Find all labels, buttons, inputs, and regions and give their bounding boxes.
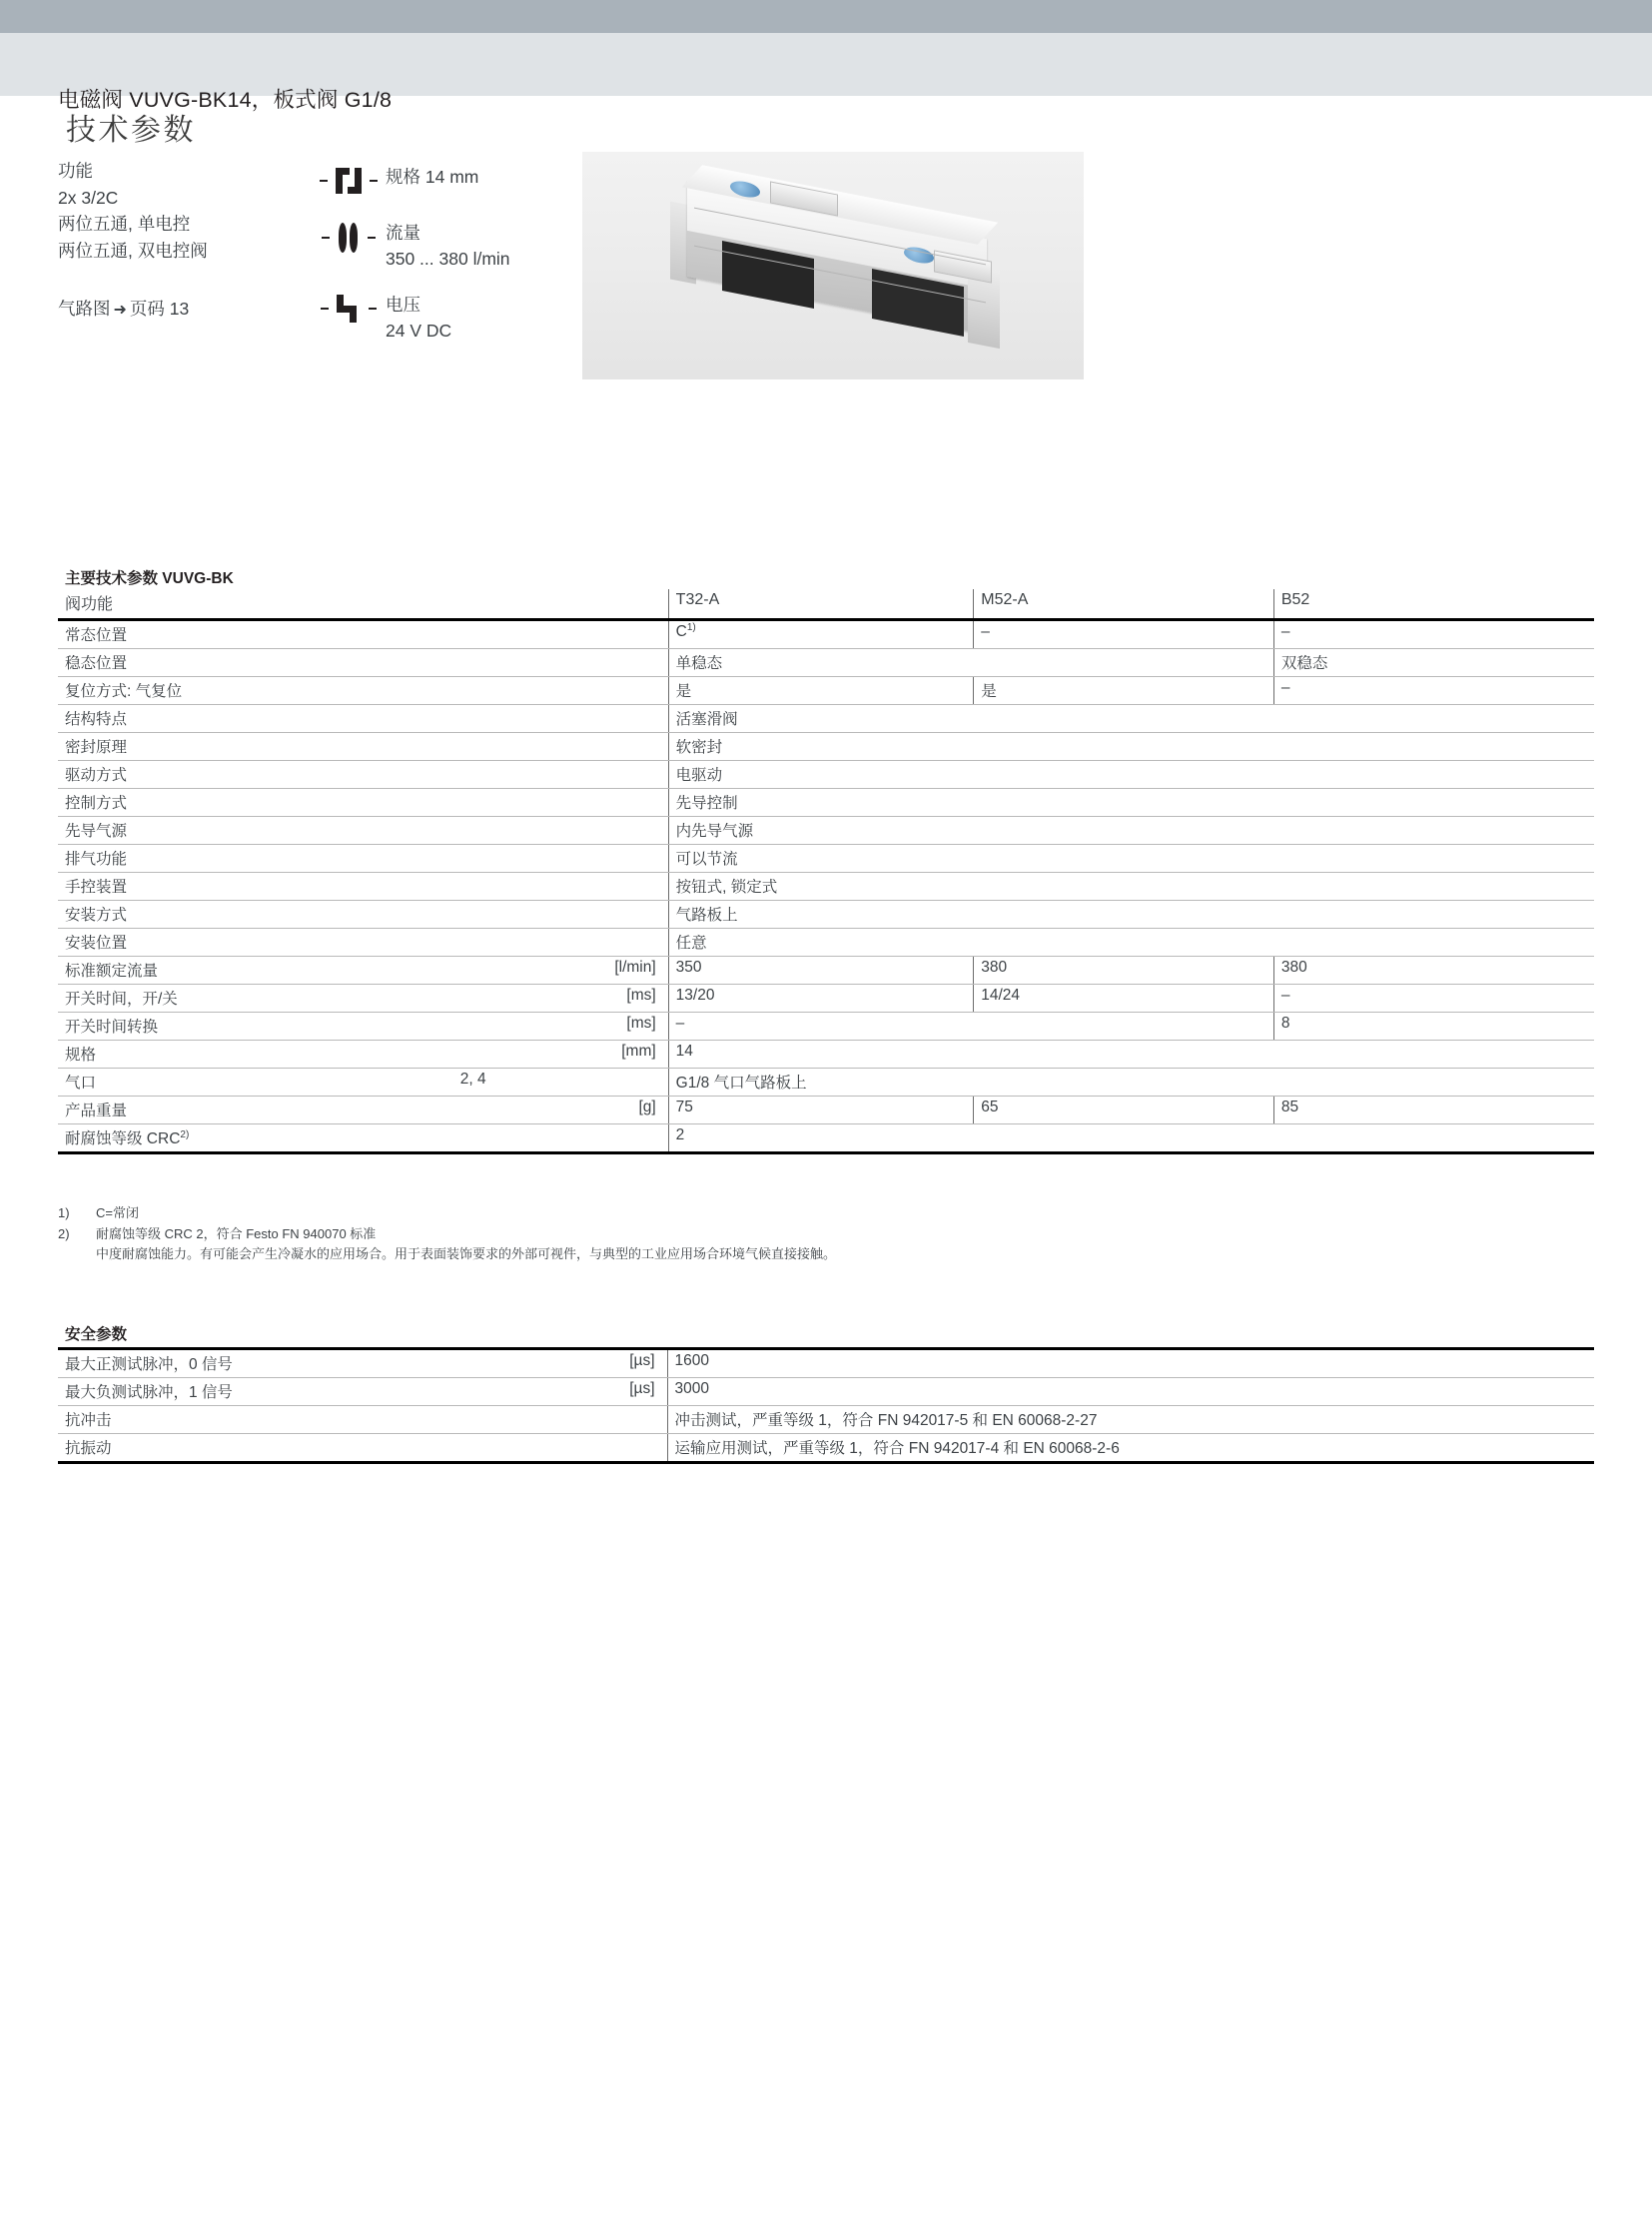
cell-value-1: $C^{1)}$ <box>668 620 974 649</box>
cell-unit: [ms] <box>563 1013 668 1041</box>
safety-param-table <box>58 1320 1594 1464</box>
cell-value: 运输应用测试，严重等级 1，符合 FN 942017-4 和 EN 60068-2-6 <box>667 1434 1594 1463</box>
cell-label: 规格 <box>58 1041 453 1069</box>
cell-unit <box>563 705 668 733</box>
cell-sub: 2, 4 <box>453 1069 563 1097</box>
table-row <box>58 1041 1594 1069</box>
cell-unit <box>563 733 668 761</box>
cell-value-2: 是 <box>974 677 1274 705</box>
dash-right <box>370 180 378 183</box>
cell-label: 控制方式 <box>58 789 453 817</box>
circuit-ref-target: 页码 13 <box>129 299 190 319</box>
cell-value-3: 85 <box>1273 1097 1594 1124</box>
cell-unit: [µs] <box>562 1378 667 1406</box>
section-title: 技术参数 <box>66 114 196 147</box>
cell-sub <box>453 1124 563 1153</box>
cell-unit <box>563 649 668 677</box>
cell-unit <box>563 845 668 873</box>
cell-sub <box>453 1041 563 1069</box>
dash-left <box>322 237 330 240</box>
cell-label: 产品重量 <box>58 1097 453 1124</box>
cell-value: 先导控制 <box>668 789 1594 817</box>
dash-left <box>321 308 329 311</box>
cell-sub <box>453 789 563 817</box>
footnote-2-number: 2) <box>58 1225 70 1241</box>
cell-label: 安装位置 <box>58 929 453 957</box>
voltage-glyph <box>335 294 363 324</box>
footnote-2-continuation: 中度耐腐蚀能力。有可能会产生冷凝水的应用场合。用于表面装饰要求的外部可视件，与典型的工业应用场合环境气候直接接触。 <box>96 1246 837 1261</box>
spec-voltage-text <box>386 288 451 344</box>
flow-icon <box>312 216 386 254</box>
footnote-2 <box>58 1224 1356 1245</box>
table-row <box>58 1349 1594 1378</box>
spec-voltage-label: 电压 <box>386 295 420 315</box>
cell-value: 可以节流 <box>668 845 1594 873</box>
footnote-2-text: 耐腐蚀等级 CRC 2，符合 Festo FN 940070 标准 <box>96 1225 377 1241</box>
spec-item-flow <box>312 216 571 288</box>
spec-flow-label: 流量 <box>386 223 420 243</box>
cell-value: 气路板上 <box>668 901 1594 929</box>
dash-left <box>320 180 328 183</box>
safety-table-caption-row <box>58 1320 1594 1347</box>
circuit-ref-label: 气路图 <box>58 299 111 319</box>
cell-value: 电驱动 <box>668 761 1594 789</box>
main-spec-table <box>58 564 1594 1154</box>
cell-value-2: 65 <box>974 1097 1274 1124</box>
cell-unit: [l/min] <box>563 957 668 985</box>
cell-label: 最大正测试脉冲，0 信号 <box>58 1349 562 1378</box>
cell-value-1: 13/20 <box>668 985 974 1013</box>
cell-value-3: – <box>1273 677 1594 705</box>
cell-sub <box>453 761 563 789</box>
function-line-2: 两位五通, 单电控 <box>58 214 191 234</box>
cell-value-3: – <box>1273 985 1594 1013</box>
col-header-unit <box>563 589 668 620</box>
dash-right <box>369 308 377 311</box>
cell-label: 最大负测试脉冲，1 信号 <box>58 1378 562 1406</box>
cell-value-1: 75 <box>668 1097 974 1124</box>
col-header-sub <box>453 589 563 620</box>
cell-value-3: – <box>1273 620 1594 649</box>
cell-unit <box>562 1434 667 1463</box>
col-header-label: 阀功能 <box>58 589 453 620</box>
table-row <box>58 620 1594 649</box>
function-label: 功能 <box>58 161 93 181</box>
cell-value: 任意 <box>668 929 1594 957</box>
table-row <box>58 1069 1594 1097</box>
table-row <box>58 1124 1594 1153</box>
footnote-1-text: C=常闭 <box>96 1205 139 1220</box>
cell-label: 安装方式 <box>58 901 453 929</box>
table-row <box>58 789 1594 817</box>
circuit-diagram-reference[interactable] <box>58 296 189 321</box>
cell-sub <box>453 929 563 957</box>
cell-label: 密封原理 <box>58 733 453 761</box>
cell-value-3: 380 <box>1273 957 1594 985</box>
table-row <box>58 1097 1594 1124</box>
valve-size-glyph <box>334 166 364 196</box>
table-row <box>58 1434 1594 1463</box>
cell-label: 稳态位置 <box>58 649 453 677</box>
dash-right <box>368 237 376 240</box>
function-line-1: 2x 3/2C <box>58 187 119 208</box>
cell-label: 开关时间转换 <box>58 1013 453 1041</box>
table-row <box>58 817 1594 845</box>
table-row <box>58 873 1594 901</box>
cell-sub <box>453 901 563 929</box>
cell-unit <box>563 929 668 957</box>
col-header-m52a: M52-A <box>974 589 1274 620</box>
cell-value-2: 380 <box>974 957 1274 985</box>
main-table-header-row <box>58 589 1594 620</box>
cell-value: 2 <box>668 1124 1594 1153</box>
voltage-icon <box>312 288 386 324</box>
cell-value: 14 <box>668 1041 1594 1069</box>
cell-sub <box>453 985 563 1013</box>
table-row <box>58 929 1594 957</box>
table-row <box>58 649 1594 677</box>
top-strip <box>0 0 1652 33</box>
cell-unit: [µs] <box>562 1349 667 1378</box>
cell-sub <box>453 957 563 985</box>
spec-list <box>312 160 571 348</box>
cell-value: 软密封 <box>668 733 1594 761</box>
table-row <box>58 1378 1594 1406</box>
product-image <box>582 152 1084 379</box>
spec-size-text <box>386 160 478 190</box>
cell-label: 抗冲击 <box>58 1406 562 1434</box>
cell-sub <box>453 620 563 649</box>
cell-value-1: 350 <box>668 957 974 985</box>
cell-unit: [g] <box>563 1097 668 1124</box>
footnote-1 <box>58 1203 1356 1224</box>
table-row <box>58 761 1594 789</box>
valve-size-icon <box>312 160 386 196</box>
cell-value: 按钮式, 锁定式 <box>668 873 1594 901</box>
cell-sub <box>453 733 563 761</box>
table-row <box>58 1406 1594 1434</box>
cell-unit <box>563 789 668 817</box>
cell-value-2: 14/24 <box>974 985 1274 1013</box>
cell-unit <box>563 817 668 845</box>
cell-unit <box>563 873 668 901</box>
spec-flow-text <box>386 216 510 272</box>
cell-value: 内先导气源 <box>668 817 1594 845</box>
main-table-caption: 主要技术参数 VUVG-BK <box>65 570 234 587</box>
cell-label: 耐腐蚀等级 CRC$^{2)}$ <box>58 1124 453 1153</box>
cell-value-1: 单稳态 <box>668 649 1273 677</box>
spec-voltage-value: 24 V DC <box>386 321 452 341</box>
table-row <box>58 845 1594 873</box>
footnote-1-number: 1) <box>58 1205 70 1220</box>
table-row <box>58 957 1594 985</box>
cell-value-1: 是 <box>668 677 974 705</box>
page-title: 电磁阀 VUVG-BK14，板式阀 G1/8 <box>58 88 393 112</box>
cell-label: 手控装置 <box>58 873 453 901</box>
cell-label: 开关时间，开/关 <box>58 985 453 1013</box>
cell-label: 驱动方式 <box>58 761 453 789</box>
cell-unit <box>562 1406 667 1434</box>
cell-unit <box>563 620 668 649</box>
cell-value: 冲击测试，严重等级 1，符合 FN 942017-5 和 EN 60068-2-27 <box>667 1406 1594 1434</box>
footnotes <box>58 1203 1356 1265</box>
cell-unit <box>563 1069 668 1097</box>
cell-unit <box>563 901 668 929</box>
cell-label: 结构特点 <box>58 705 453 733</box>
cell-sub <box>453 649 563 677</box>
cell-value: 3000 <box>667 1378 1594 1406</box>
table-row <box>58 677 1594 705</box>
table-row <box>58 985 1594 1013</box>
cell-unit <box>563 677 668 705</box>
arrow-right-icon: ➜ <box>113 302 127 319</box>
cell-value: G1/8 气口气路板上 <box>668 1069 1594 1097</box>
cell-value-3: 双稳态 <box>1273 649 1594 677</box>
cell-sub <box>453 1013 563 1041</box>
header-band <box>0 33 1652 112</box>
cell-label: 复位方式: 气复位 <box>58 677 453 705</box>
table-row <box>58 705 1594 733</box>
function-line-3: 两位五通, 双电控阀 <box>58 240 208 261</box>
col-header-b52: B52 <box>1273 589 1594 620</box>
cell-label: 先导气源 <box>58 817 453 845</box>
flow-glyph <box>336 222 362 254</box>
col-header-t32a: T32-A <box>668 589 974 620</box>
cell-label: 标准额定流量 <box>58 957 453 985</box>
cell-unit <box>563 761 668 789</box>
spec-item-size <box>312 160 571 216</box>
cell-unit: [mm] <box>563 1041 668 1069</box>
cell-label: 常态位置 <box>58 620 453 649</box>
main-table-caption-row <box>58 564 1594 589</box>
cell-label: 排气功能 <box>58 845 453 873</box>
table-row <box>58 733 1594 761</box>
cell-label: 抗振动 <box>58 1434 562 1463</box>
cell-unit: [ms] <box>563 985 668 1013</box>
cell-value-1: – <box>668 1013 1273 1041</box>
safety-table-caption: 安全参数 <box>65 1326 128 1343</box>
cell-label: 气口 <box>58 1069 453 1097</box>
cell-value-3: 8 <box>1273 1013 1594 1041</box>
cell-sub <box>453 677 563 705</box>
cell-sub <box>453 705 563 733</box>
cell-value: 1600 <box>667 1349 1594 1378</box>
cell-unit <box>563 1124 668 1153</box>
table-row <box>58 1013 1594 1041</box>
cell-value: 活塞滑阀 <box>668 705 1594 733</box>
spec-flow-value: 350 ... 380 l/min <box>386 249 510 269</box>
table-row <box>58 901 1594 929</box>
cell-sub <box>453 817 563 845</box>
cell-value-2: – <box>974 620 1274 649</box>
cell-sub <box>453 873 563 901</box>
spec-size-label: 规格 14 mm <box>386 167 479 187</box>
cell-sub <box>453 1097 563 1124</box>
spec-item-voltage <box>312 288 571 348</box>
cell-sub <box>453 845 563 873</box>
